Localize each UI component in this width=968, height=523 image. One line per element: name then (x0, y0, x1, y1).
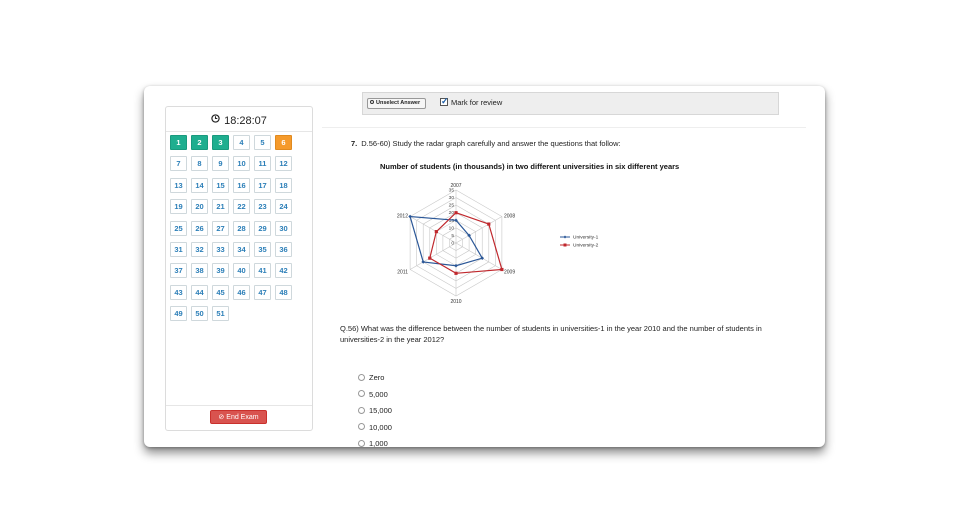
data-point (500, 268, 503, 271)
question-button-3[interactable]: 3 (212, 135, 229, 150)
question-button-39[interactable]: 39 (212, 263, 229, 278)
radial-tick-label: 15 (448, 218, 454, 224)
radial-tick-label: 5 (451, 233, 454, 239)
divider (166, 405, 312, 406)
data-point (421, 260, 425, 264)
question-button-41[interactable]: 41 (254, 263, 271, 278)
category-label: 2008 (503, 213, 516, 220)
question-button-11[interactable]: 11 (254, 156, 271, 171)
question-button-45[interactable]: 45 (212, 285, 229, 300)
radial-tick-label: 10 (448, 226, 454, 232)
data-point (454, 272, 457, 275)
question-button-44[interactable]: 44 (191, 285, 208, 300)
question-button-27[interactable]: 27 (212, 221, 229, 236)
radial-tick-label: 30 (448, 196, 454, 202)
radio-button[interactable] (358, 407, 365, 414)
category-label: 2010 (450, 299, 462, 305)
question-button-29[interactable]: 29 (254, 221, 271, 236)
question-button-16[interactable]: 16 (233, 178, 250, 193)
unselect-answer-label: Unselect Answer (376, 100, 421, 106)
timer-text: 18:28:07 (224, 115, 267, 127)
data-point (408, 215, 412, 219)
radial-tick-label: 0 (451, 241, 454, 247)
question-button-31[interactable]: 31 (170, 242, 187, 257)
category-label: 2012 (396, 213, 409, 220)
data-point (428, 257, 431, 260)
radio-button[interactable] (358, 390, 365, 397)
question-button-51[interactable]: 51 (212, 306, 229, 321)
radio-button[interactable] (358, 423, 365, 430)
answer-option[interactable] (358, 390, 388, 400)
question-button-4[interactable]: 4 (233, 135, 250, 150)
category-label: 2007 (450, 183, 462, 189)
question-button-50[interactable]: 50 (191, 306, 208, 321)
question-button-1[interactable]: 1 (170, 135, 187, 150)
question-button-6[interactable]: 6 (275, 135, 292, 150)
radio-button[interactable] (358, 374, 365, 381)
question-button-40[interactable]: 40 (233, 263, 250, 278)
question-button-24[interactable]: 24 (275, 199, 292, 214)
timer (166, 113, 312, 129)
question-button-17[interactable]: 17 (254, 178, 271, 193)
answer-option[interactable] (358, 406, 392, 416)
exam-window (144, 86, 825, 447)
answer-toolbar (362, 92, 779, 115)
answer-option[interactable] (358, 439, 388, 447)
question-button-20[interactable]: 20 (191, 199, 208, 214)
series-line (410, 217, 482, 266)
data-point (435, 230, 438, 233)
question-button-10[interactable]: 10 (233, 156, 250, 171)
option-label: Zero (369, 373, 385, 382)
end-exam-button[interactable] (210, 410, 267, 424)
clock-icon (211, 112, 220, 128)
answer-option[interactable] (358, 373, 384, 383)
divider (322, 127, 806, 128)
option-label: 1,000 (369, 439, 388, 447)
legend-marker (564, 244, 567, 247)
question-button-21[interactable]: 21 (212, 199, 229, 214)
question-number: 7. (351, 139, 358, 148)
question-button-28[interactable]: 28 (233, 221, 250, 236)
radial-tick-label: 25 (448, 203, 454, 209)
data-point (487, 222, 490, 225)
question-palette (165, 106, 313, 431)
question-button-9[interactable]: 9 (212, 156, 229, 171)
mark-for-review[interactable] (440, 98, 502, 108)
data-point (454, 211, 457, 214)
unselect-answer-button[interactable] (367, 98, 426, 109)
question-button-13[interactable]: 13 (170, 178, 187, 193)
option-label: 15,000 (369, 406, 392, 415)
option-label: 10,000 (369, 422, 392, 432)
question-button-34[interactable]: 34 (233, 242, 250, 257)
category-label: 2009 (503, 269, 516, 276)
divider (166, 131, 312, 132)
question-button-5[interactable]: 5 (254, 135, 271, 150)
radial-tick-label: 20 (448, 211, 454, 217)
question-button-49[interactable]: 49 (170, 306, 187, 321)
radial-tick-label: 35 (448, 188, 454, 194)
answer-option[interactable] (358, 423, 392, 433)
legend-marker (564, 236, 567, 239)
mark-review-checkbox[interactable] (440, 98, 448, 106)
legend-label: University-1 (573, 235, 599, 241)
option-label: 5,000 (369, 389, 388, 399)
mark-review-label: Mark for review (451, 98, 503, 107)
question-button-7[interactable]: 7 (170, 156, 187, 171)
radar-chart (374, 172, 614, 312)
question-button-36[interactable]: 36 (275, 242, 292, 257)
sub-question: Q.56) What was the difference between the number of students in universities-1 in the year 2010 and the number of students in universities-2 in the year 2012? (340, 324, 762, 344)
question-text: D.56-60) Study the radar graph carefully and answer the questions that follow: (361, 139, 621, 148)
stop-icon: ⊘ (218, 414, 225, 421)
question-button-46[interactable]: 46 (233, 285, 250, 300)
question-button-38[interactable]: 38 (191, 263, 208, 278)
question-button-19[interactable]: 19 (170, 199, 187, 214)
question-button-26[interactable]: 26 (191, 221, 208, 236)
question-button-18[interactable]: 18 (275, 178, 292, 193)
question-heading (351, 139, 621, 148)
question-button-47[interactable]: 47 (254, 285, 271, 300)
radio-dot-icon (370, 100, 374, 104)
radio-button[interactable] (358, 440, 365, 447)
question-button-12[interactable]: 12 (275, 156, 292, 171)
chart-title: Number of students (in thousands) in two different universities in six different years (380, 162, 680, 171)
question-button-8[interactable]: 8 (191, 156, 208, 171)
category-label: 2011 (397, 269, 409, 276)
question-button-42[interactable]: 42 (275, 263, 292, 278)
question-button-48[interactable]: 48 (275, 285, 292, 300)
question-button-32[interactable]: 32 (191, 242, 208, 257)
question-button-15[interactable]: 15 (212, 178, 229, 193)
legend-label: University-2 (573, 243, 599, 249)
question-button-43[interactable]: 43 (170, 285, 187, 300)
data-point (454, 264, 458, 268)
question-button-25[interactable]: 25 (170, 221, 187, 236)
question-button-22[interactable]: 22 (233, 199, 250, 214)
question-button-14[interactable]: 14 (191, 178, 208, 193)
question-button-30[interactable]: 30 (275, 221, 292, 236)
question-button-23[interactable]: 23 (254, 199, 271, 214)
question-button-37[interactable]: 37 (170, 263, 187, 278)
question-button-2[interactable]: 2 (191, 135, 208, 150)
question-button-33[interactable]: 33 (212, 242, 229, 257)
question-button-35[interactable]: 35 (254, 242, 271, 257)
end-exam-label: End Exam (226, 414, 259, 421)
